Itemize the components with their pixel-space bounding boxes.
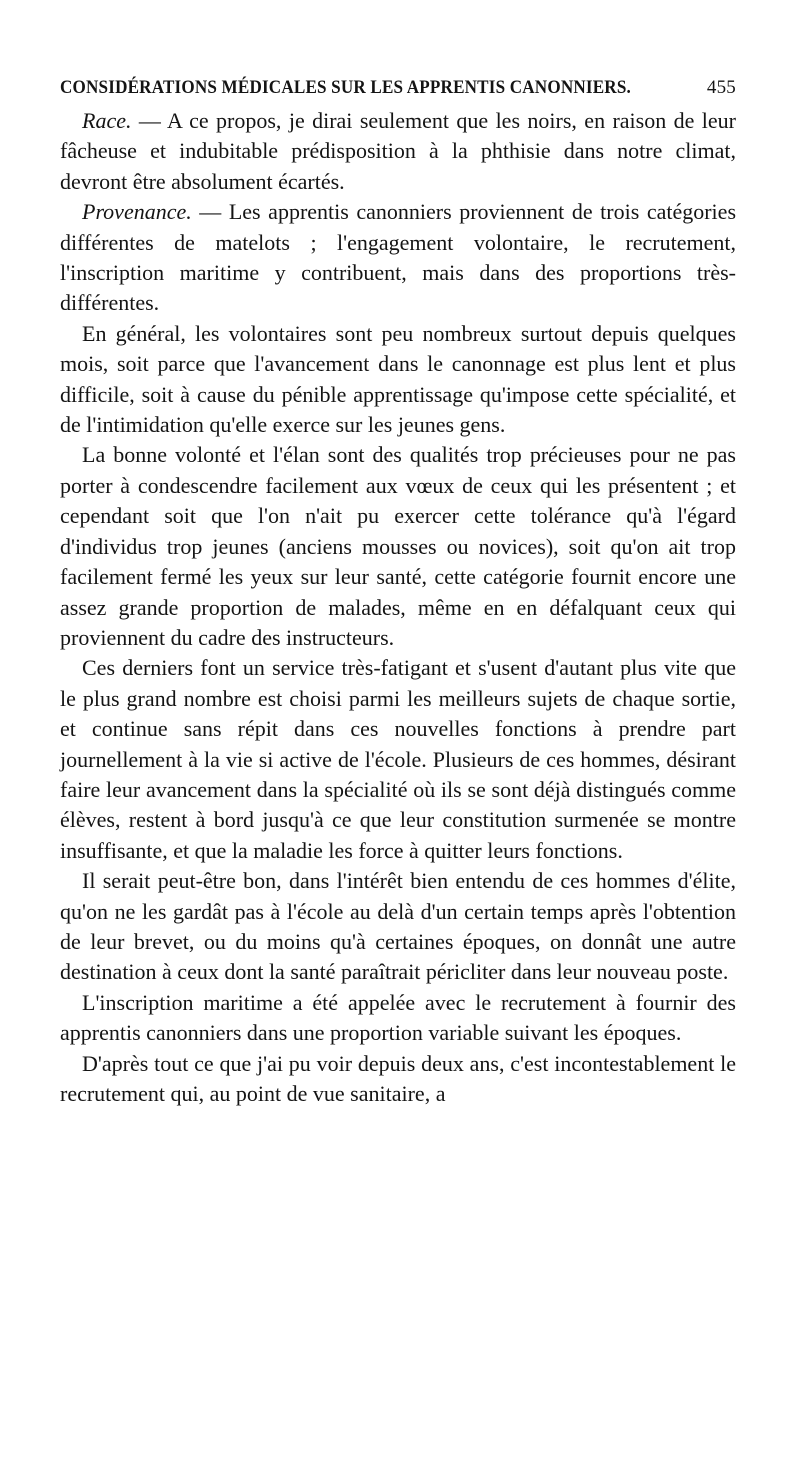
- running-title: CONSIDÉRATIONS MÉDICALES SUR LES APPRENTIS CANONNIERS.: [60, 77, 631, 98]
- paragraph-volontaires: [60, 319, 736, 441]
- paragraph-text: La bonne volonté et l'élan sont des qualités trop précieuses pour ne pas porter à condescendre facilement aux vœux de ceux qui les présentent ; et cependant soit que l'on n'ait pu exercer cette tolérance qu'à l'égard d'individus trop jeunes (anciens mousses ou novices), soit qu'on ait trop facilement fermé les yeux sur leur santé, cette catégorie fournit encore une assez grande proportion de malades, même en en défalquant ceux qui proviennent du cadre des instructeurs.: [60, 442, 736, 650]
- paragraph-text: En général, les volontaires sont peu nombreux surtout depuis quelques mois, soit parce que l'avancement dans le canonnage est plus lent et plus difficile, soit à cause du pénible apprentissage qu'impose cette spécialité, et de l'intimidation qu'elle exerce sur les jeunes gens.: [60, 320, 736, 438]
- page-number: 455: [706, 77, 736, 98]
- paragraph-lead: Race.: [82, 108, 132, 133]
- paragraph-inscription: [60, 988, 736, 1049]
- paragraph-elite: [60, 866, 736, 988]
- paragraph-provenance: [60, 197, 736, 319]
- book-page: [60, 70, 736, 1109]
- running-header: [60, 70, 736, 106]
- paragraph-bonne-volonte: [60, 440, 736, 653]
- paragraph-recrutement: [60, 1049, 736, 1110]
- paragraph-text: L'inscription maritime a été appelée avec le recrutement à fournir des apprentis canonniers dans une proportion variable suivant les époques.: [60, 989, 736, 1046]
- paragraph-text: — A ce propos, je dirai seulement que les noirs, en raison de leur fâcheuse et indubitable prédisposition à la phthisie dans notre climat, devront être absolument écartés.: [60, 108, 736, 194]
- paragraph-lead: Provenance.: [82, 199, 192, 225]
- paragraph-text: — Les apprentis canonniers proviennent de trois catégories différentes de matelots ; l'engagement volontaire, le recrutement, l'inscription maritime y contribuent, mais dans des proportions très-différentes.: [60, 199, 736, 316]
- paragraph-instructeurs: [60, 653, 736, 866]
- paragraph-text: Il serait peut-être bon, dans l'intérêt bien entendu de ces hommes d'élite, qu'on ne les gardât pas à l'école au delà d'un certain temps après l'obtention de leur brevet, ou du moins qu'à certaines époques, on donnât une autre destination à ceux dont la santé paraîtrait péricliter dans leur nouveau poste.: [60, 868, 736, 985]
- paragraph-text: D'après tout ce que j'ai pu voir depuis deux ans, c'est incontestablement le recrutement qui, au point de vue sanitaire, a: [60, 1050, 736, 1106]
- paragraph-race: [60, 106, 736, 197]
- paragraph-text: Ces derniers font un service très-fatigant et s'usent d'autant plus vite que le plus grand nombre est choisi parmi les meilleurs sujets de chaque sortie, et continue sans répit dans ces nouvelles fonctions à prendre part journellement à la vie si active de l'école. Plusieurs de ces hommes, désirant faire leur avancement dans la spécialité où ils se sont déjà distingués comme élèves, restent à bord jusqu'à ce que leur constitution surmenée se montre insuffisante, et que la maladie les force à quitter leurs fonctions.: [60, 655, 736, 863]
